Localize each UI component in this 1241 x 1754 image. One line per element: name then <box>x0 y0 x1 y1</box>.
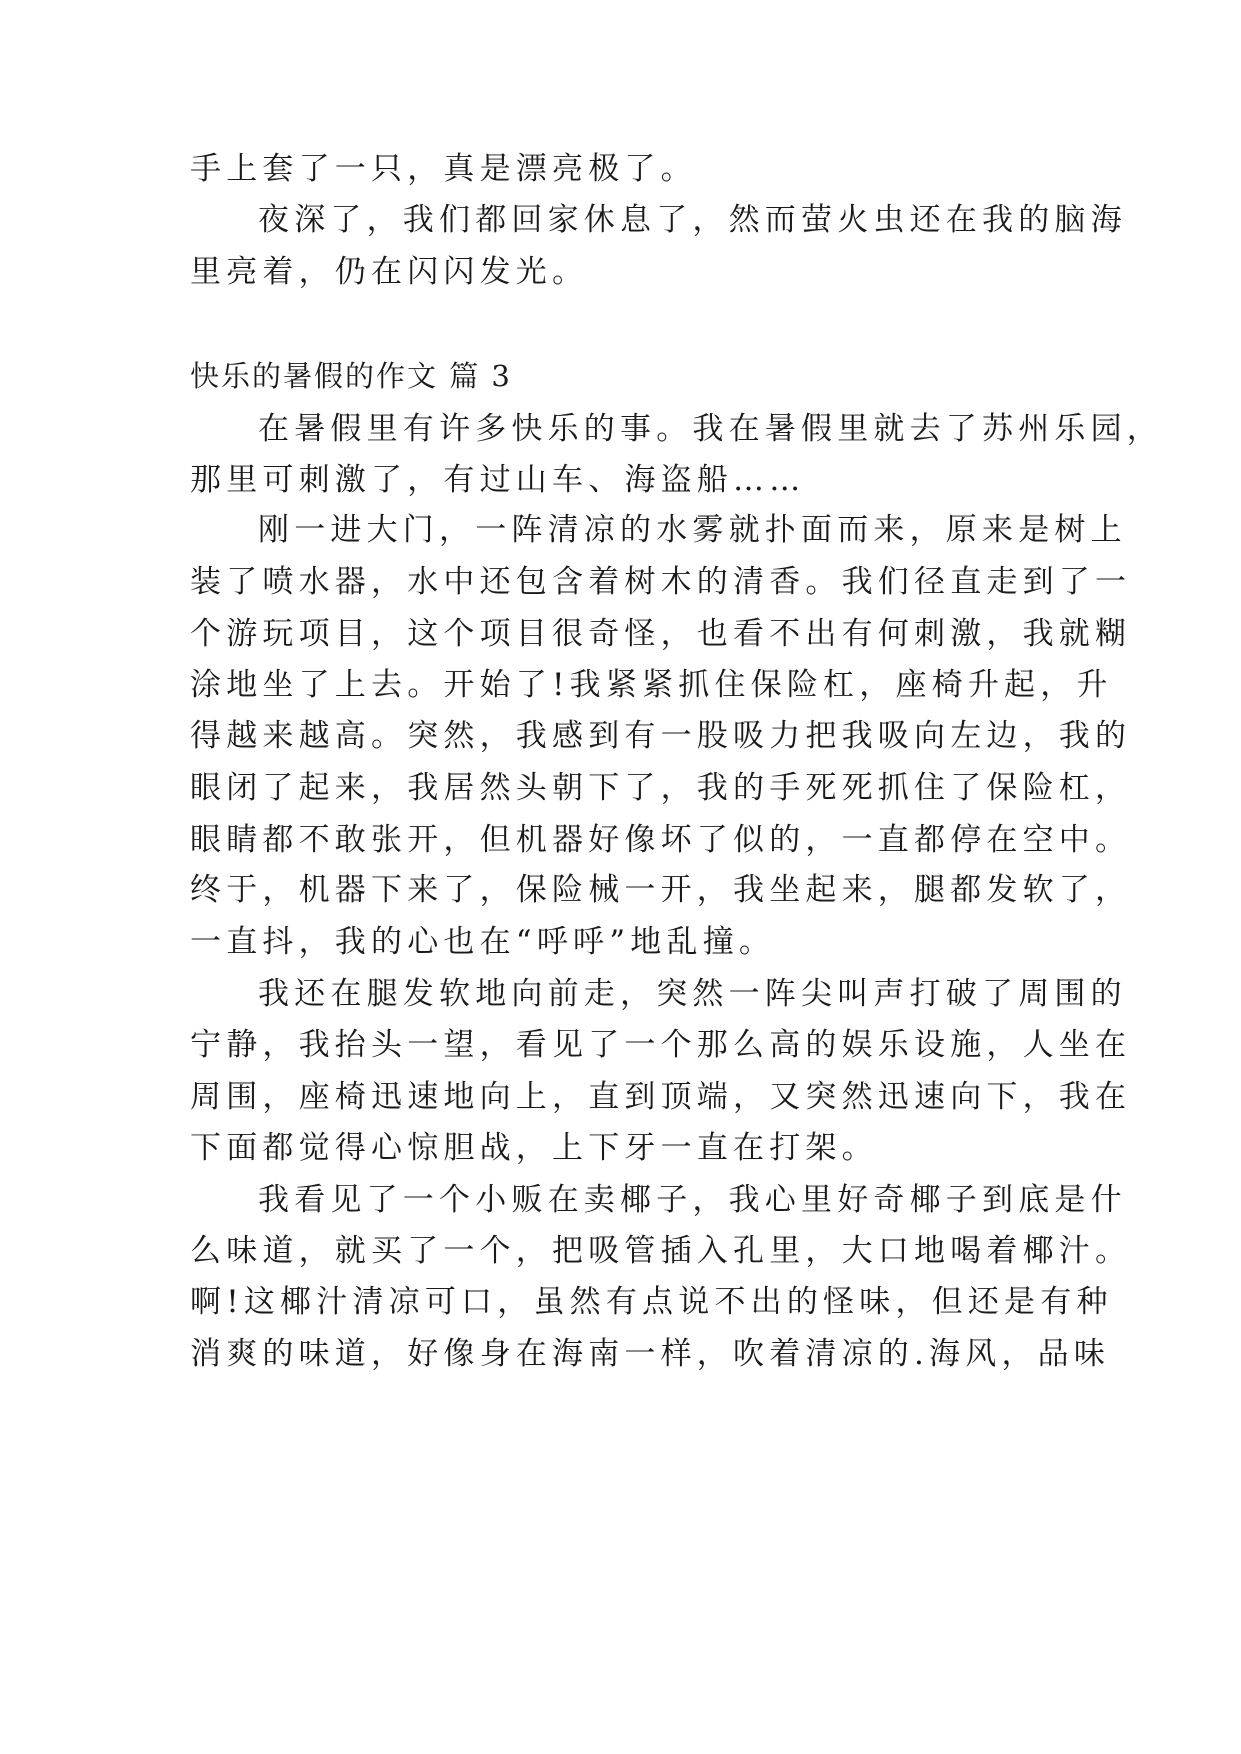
text-line: 下面都觉得心惊胆战，上下牙一直在打架。 <box>190 1130 878 1166</box>
text-line: 终于，机器下来了，保险械一开，我坐起来，腿都发软了， <box>190 872 1132 908</box>
text-line: 得越来越高。突然，我感到有一股吸力把我吸向左边，我的 <box>190 718 1132 754</box>
section-heading: 快乐的暑假的作文 篇 3 <box>190 359 512 393</box>
text-line: 那里可刺激了，有过山车、海盗船…… <box>190 462 806 498</box>
text-line: 宁静，我抬头一望，看见了一个那么高的娱乐设施，人坐在 <box>190 1027 1132 1063</box>
text-line: 刚一进大门，一阵清凉的水雾就扑面而来，原来是树上 <box>258 512 1127 548</box>
text-line: 我看见了一个小贩在卖椰子，我心里好奇椰子到底是什 <box>258 1182 1127 1218</box>
text-line: 个游玩项目，这个项目很奇怪，也看不出有何刺激，我就糊 <box>190 616 1132 652</box>
text-line: 夜深了，我们都回家休息了，然而萤火虫还在我的脑海 <box>258 202 1127 238</box>
text-line: 眼睛都不敢张开，但机器好像坏了似的，一直都停在空中。 <box>190 822 1132 858</box>
text-line: 啊!这椰汁清凉可口，虽然有点说不出的怪味，但还是有种 <box>190 1284 1113 1320</box>
text-line: 周围，座椅迅速地向上，直到顶端，又突然迅速向下，我在 <box>190 1079 1132 1115</box>
text-line: 眼闭了起来，我居然头朝下了，我的手死死抓住了保险杠， <box>190 770 1132 806</box>
text-line: 里亮着，仍在闪闪发光。 <box>190 254 589 290</box>
text-line: 装了喷水器，水中还包含着树木的清香。我们径直走到了一 <box>190 564 1132 600</box>
text-line: 我还在腿发软地向前走，突然一阵尖叫声打破了周围的 <box>258 976 1127 1012</box>
text-line: 一直抖，我的心也在“呼呼”地乱撞。 <box>190 924 776 960</box>
text-line: 手上套了一只，真是漂亮极了。 <box>190 151 697 187</box>
text-line: 在暑假里有许多快乐的事。我在暑假里就去了苏州乐园， <box>258 411 1163 447</box>
text-line: 么味道，就买了一个，把吸管插入孔里，大口地喝着椰汁。 <box>190 1233 1132 1269</box>
text-line: 消爽的味道，好像身在海南一样，吹着清凉的.海风，品味 <box>190 1336 1111 1372</box>
text-line: 涂地坐了上去。开始了!我紧紧抓住保险杠，座椅升起，升 <box>190 667 1113 703</box>
